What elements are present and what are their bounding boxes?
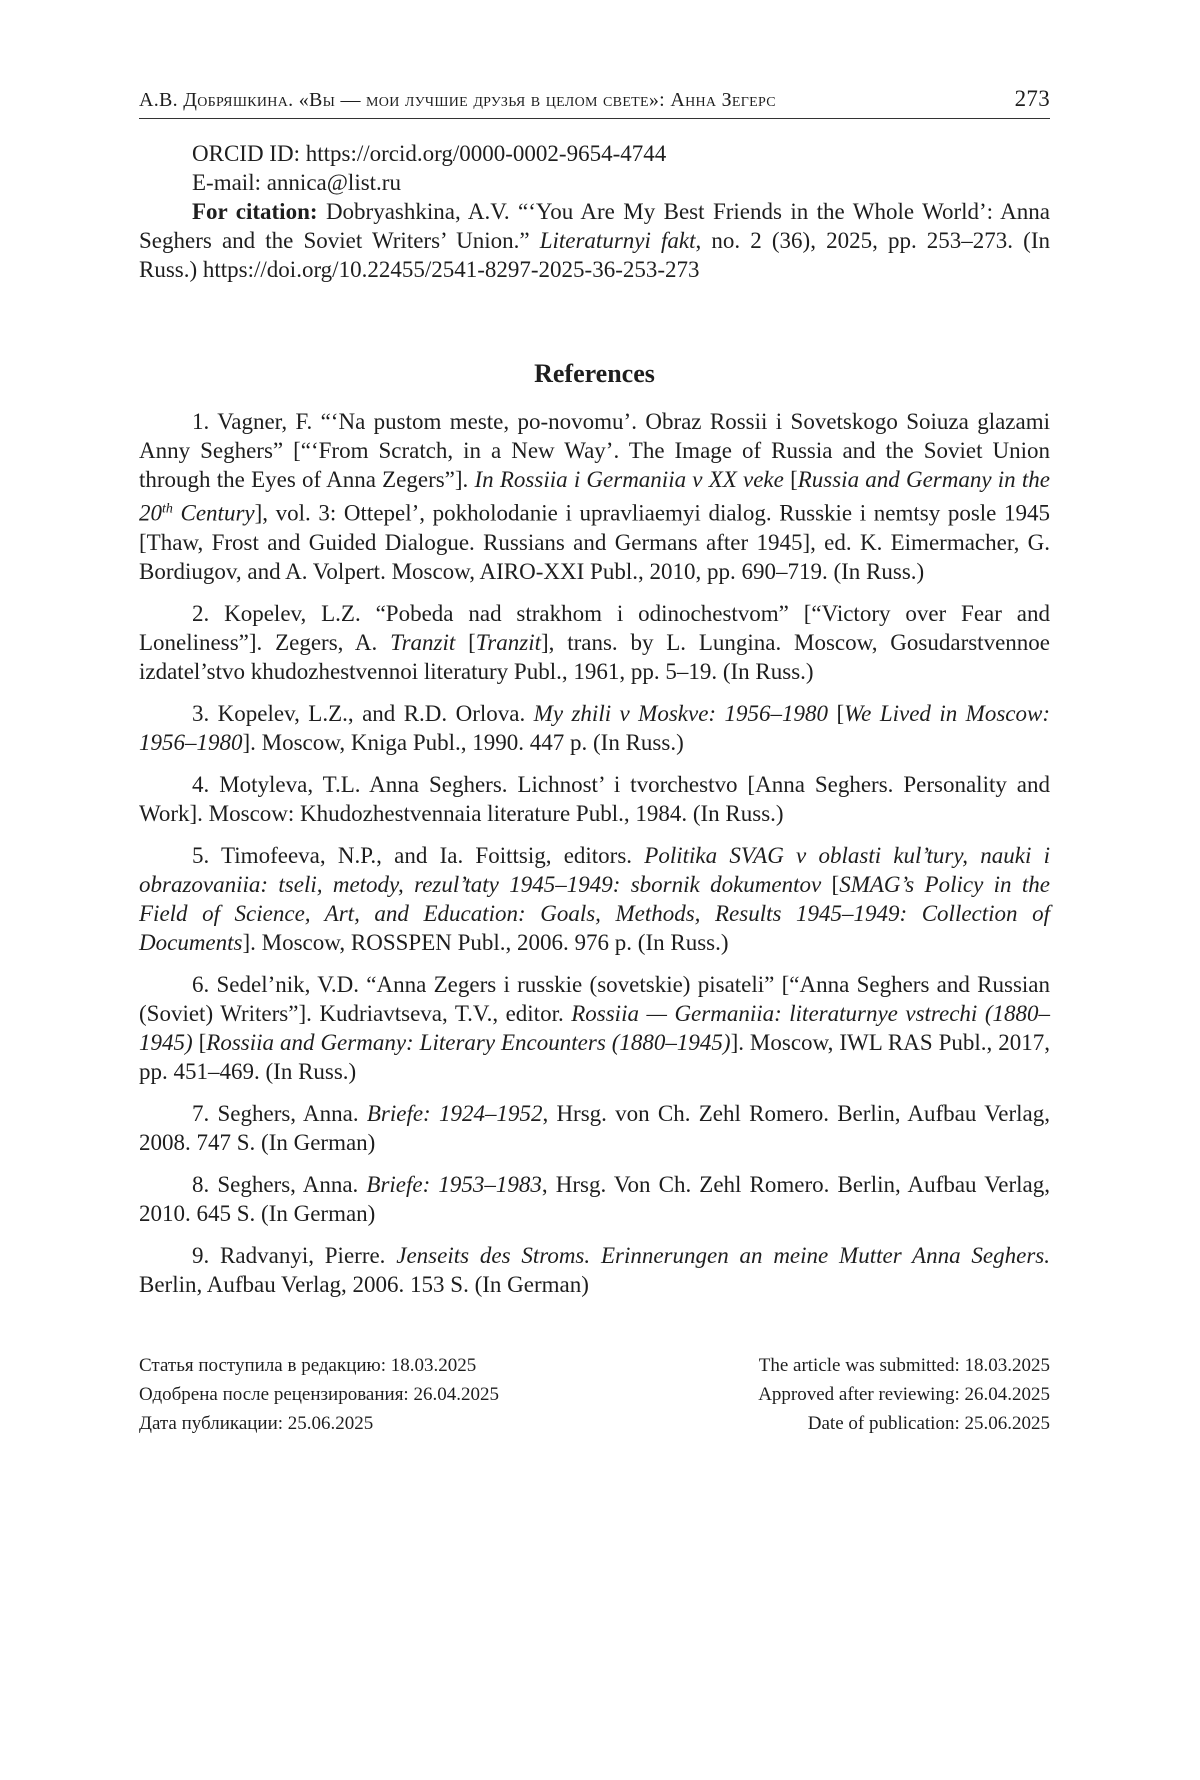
- reference-item: 5. Timofeeva, N.P., and Ia. Foittsig, editors. Politika SVAG v oblasti kul’tury, nauki i obrazovaniia: tseli, metody, rezul’taty 1945–1949: sbornik dokumentov [SMAG’s Policy in the Field of Science, Art, and Education: Goals, Methods, Results 1945–1949: Collection of Documents]. Moscow, ROSSPEN Publ., 2006. 976 p. (In Russ.): [139, 842, 1050, 955]
- date-approved-ru: Одобрена после рецензирования: 26.04.2025: [139, 1383, 499, 1405]
- dates-english: [758, 1351, 1050, 1438]
- running-head: [139, 86, 1050, 119]
- page-number: 273: [1014, 86, 1050, 111]
- page: [139, 86, 1050, 1438]
- reference-item: 7. Seghers, Anna. Briefe: 1924–1952, Hrsg. von Ch. Zehl Romero. Berlin, Aufbau Verlag, 2008. 747 S. (In German): [139, 1100, 1050, 1155]
- email-line: E-mail: annica@list.ru: [192, 170, 401, 195]
- citation-journal: Literaturnyi fakt: [539, 228, 696, 253]
- citation-text-end: , no. 2 (36), 2025, pp. 253–273. (In Russ.) https://doi.org/10.22455/2541-8297-2025-36-253-273: [139, 228, 1051, 282]
- reference-item: 1. Vagner, F. “‘Na pustom meste, po-novomu’. Obraz Rossii i Sovetskogo Soiuza glazami Anny Seghers” [“‘From Scratch, in a New Way’. The Image of Russia and the Soviet Union through the Eyes of Anna Zegers”]. In Rossiia i Germaniia v XX veke [Russia and Germany in the 20th Century], vol. 3: Ottepel’, pokholodanie i upravliaemyi dialog. Russkie i nemtsy posle 1945 [Thaw, Frost and Guided Dialogue. Russians and Germans after 1945], ed. K. Eimermacher, G. Bordiugov, and A. Volpert. Moscow, AIRO-XXI Publ., 2010, pp. 690–719. (In Russ.): [139, 409, 1051, 584]
- reference-item: 3. Kopelev, L.Z., and R.D. Orlova. My zhili v Moskve: 1956–1980 [We Lived in Moscow: 1956–1980]. Moscow, Kniga Publ., 1990. 447 p. (In Russ.): [139, 700, 1050, 755]
- dates-russian: [139, 1351, 499, 1438]
- citation-text: Dobryashkina, A.V. “‘You Are My Best Friends in the Whole World’: Anna Seghers and the Soviet Writers’ Union.”: [139, 199, 1051, 253]
- publication-dates: [139, 1351, 1050, 1438]
- running-head-title: А.В. Добряшкина. «Вы — мои лучшие друзья в целом свете»: Анна Зегерс: [139, 89, 776, 111]
- date-submitted-ru: Статья поступила в редакцию: 18.03.2025: [139, 1354, 477, 1376]
- reference-list: [139, 407, 1050, 1299]
- citation: [139, 197, 1050, 284]
- reference-item: 4. Motyleva, T.L. Anna Seghers. Lichnost’ i tvorchestvo [Anna Seghers. Personality and Work]. Moscow: Khudozhestvennaia literature Publ., 1984. (In Russ.): [139, 771, 1050, 826]
- date-submitted-en: The article was submitted: 18.03.2025: [758, 1354, 1050, 1376]
- author-meta: [139, 139, 1050, 284]
- reference-item: 9. Radvanyi, Pierre. Jenseits des Stroms. Erinnerungen an meine Mutter Anna Seghers. Berlin, Aufbau Verlag, 2006. 153 S. (In German): [139, 1242, 1050, 1297]
- reference-item: 8. Seghers, Anna. Briefe: 1953–1983, Hrsg. Von Ch. Zehl Romero. Berlin, Aufbau Verlag, 2010. 645 S. (In German): [139, 1171, 1050, 1226]
- citation-label: For citation:: [192, 199, 318, 224]
- reference-item: 2. Kopelev, L.Z. “Pobeda nad strakhom i odinochestvom” [“Victory over Fear and Loneliness”]. Zegers, A. Tranzit [Tranzit], trans. by L. Lungina. Moscow, Gosudarstvennoe izdatel’stvo khudozhestvennoi literatury Publ., 1961, pp. 5–19. (In Russ.): [139, 600, 1050, 684]
- date-approved-en: Approved after reviewing: 26.04.2025: [758, 1383, 1050, 1405]
- references-heading: References: [534, 359, 655, 388]
- orcid-line: ORCID ID: https://orcid.org/0000-0002-9654-4744: [192, 141, 667, 166]
- reference-item: 6. Sedel’nik, V.D. “Anna Zegers i russkie (sovetskie) pisateli” [“Anna Seghers and Russian (Soviet) Writers”]. Kudriavtseva, T.V., editor. Rossiia — Germaniia: literaturnye vstrechi (1880–1945) [Rossiia and Germany: Literary Encounters (1880–1945)]. Moscow, IWL RAS Publ., 2017, pp. 451–469. (In Russ.): [139, 971, 1050, 1084]
- date-published-ru: Дата публикации: 25.06.2025: [139, 1412, 374, 1434]
- date-published-en: Date of publication: 25.06.2025: [807, 1412, 1050, 1434]
